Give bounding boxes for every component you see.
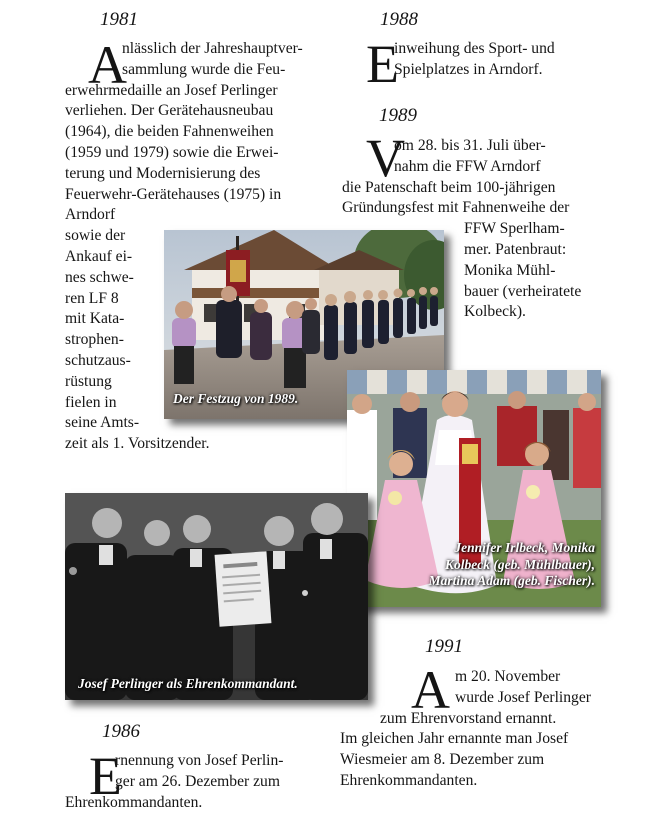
year-1988: 1988 <box>380 9 418 30</box>
paragraph-1991 <box>340 667 591 792</box>
text-line: sammlung wurde die Feu- <box>122 60 286 78</box>
text-line: Spielplatzes in Arndorf. <box>394 60 543 78</box>
caption-ehrenkommandant <box>78 676 298 693</box>
text-line: om 28. bis 31. Juli über- <box>394 137 546 154</box>
text-line: ger am 26. Dezember zum <box>115 772 280 790</box>
text-line: FFW Sperlham- <box>464 220 565 238</box>
text-line: zum Ehrenvorstand ernannt. <box>380 709 557 727</box>
text-line: sowie der <box>65 227 126 245</box>
drop-cap-1989: V <box>366 128 405 188</box>
year-1989: 1989 <box>379 105 417 126</box>
text-line: schutzaus- <box>65 351 131 369</box>
caption-patenbraut <box>429 540 595 590</box>
text-line: fielen in <box>65 393 117 411</box>
year-1981: 1981 <box>100 9 138 30</box>
text-line: rnennung von Josef Perlin- <box>115 752 284 769</box>
text-line: die Patenschaft beim 100-jährigen <box>342 178 556 196</box>
text-line: (1964), die beiden Fahnenweihen <box>65 123 274 141</box>
text-line: Ehrenkommandanten. <box>65 793 203 811</box>
text-line: Kolbeck). <box>464 303 526 321</box>
text-line: m 20. November <box>455 668 561 685</box>
drop-cap-1986: E <box>89 746 122 806</box>
text-line: nes schwe- <box>65 268 134 286</box>
ehrenkommandant-illustration <box>65 493 368 700</box>
year-1991: 1991 <box>425 636 463 657</box>
text-line: Gründungsfest mit Fahnenweihe der <box>342 199 570 217</box>
text-line: Ehrenkommandanten. <box>340 771 478 789</box>
text-line: wurde Josef Perlinger <box>455 688 591 706</box>
text-line: zeit als 1. Vorsitzender. <box>65 435 210 453</box>
text-line: terung und Modernisierung des <box>65 164 261 182</box>
caption-line: Kolbeck (geb. Mühlbauer), <box>445 556 595 572</box>
text-line: mer. Patenbraut: <box>464 240 567 258</box>
text-line: nlässlich der Jahreshauptver- <box>122 40 303 57</box>
caption-line: Der Festzug von 1989. <box>173 391 299 406</box>
drop-cap-1988: E <box>366 34 399 94</box>
photo-patenbraut <box>347 370 601 607</box>
text-line: rüstung <box>65 372 112 390</box>
text-line: Arndorf <box>65 206 116 224</box>
text-line: strophen- <box>65 331 124 349</box>
text-line: seine Amts- <box>65 414 140 432</box>
caption-line: Josef Perlinger als Ehrenkommandant. <box>78 676 298 691</box>
drop-cap-1991: A <box>411 660 450 720</box>
text-line: nahm die FFW Arndorf <box>394 157 541 175</box>
text-line: Im gleichen Jahr ernannte man Josef <box>340 730 569 748</box>
paragraph-1986 <box>65 746 284 813</box>
drop-cap-1981: A <box>88 35 127 95</box>
text-line: Feuerwehr-Gerätehauses (1975) in <box>65 185 282 203</box>
text-line: mit Kata- <box>65 310 125 328</box>
paragraph-1988 <box>342 39 555 81</box>
text-line: verliehen. Der Gerätehausneubau <box>65 102 274 120</box>
text-line: Monika Mühl- <box>464 261 556 279</box>
caption-festzug <box>173 391 298 408</box>
text-line: bauer (verheiratete <box>464 282 582 300</box>
year-1986: 1986 <box>102 721 140 742</box>
caption-line: Jennifer Irlbeck, Monika <box>454 540 595 555</box>
photo-ehrenkommandant <box>65 493 368 700</box>
text-line: ren LF 8 <box>65 289 119 307</box>
text-line: erwehrmedaille an Josef Perlinger <box>65 81 278 99</box>
text-line: Ankauf ei- <box>65 247 133 265</box>
text-line: (1959 und 1979) sowie die Erwei- <box>65 143 279 161</box>
text-line: Wiesmeier am 8. Dezember zum <box>340 751 545 769</box>
caption-line: Martina Adam (geb. Fischer). <box>428 573 595 588</box>
text-line: inweihung des Sport- und <box>394 40 555 57</box>
